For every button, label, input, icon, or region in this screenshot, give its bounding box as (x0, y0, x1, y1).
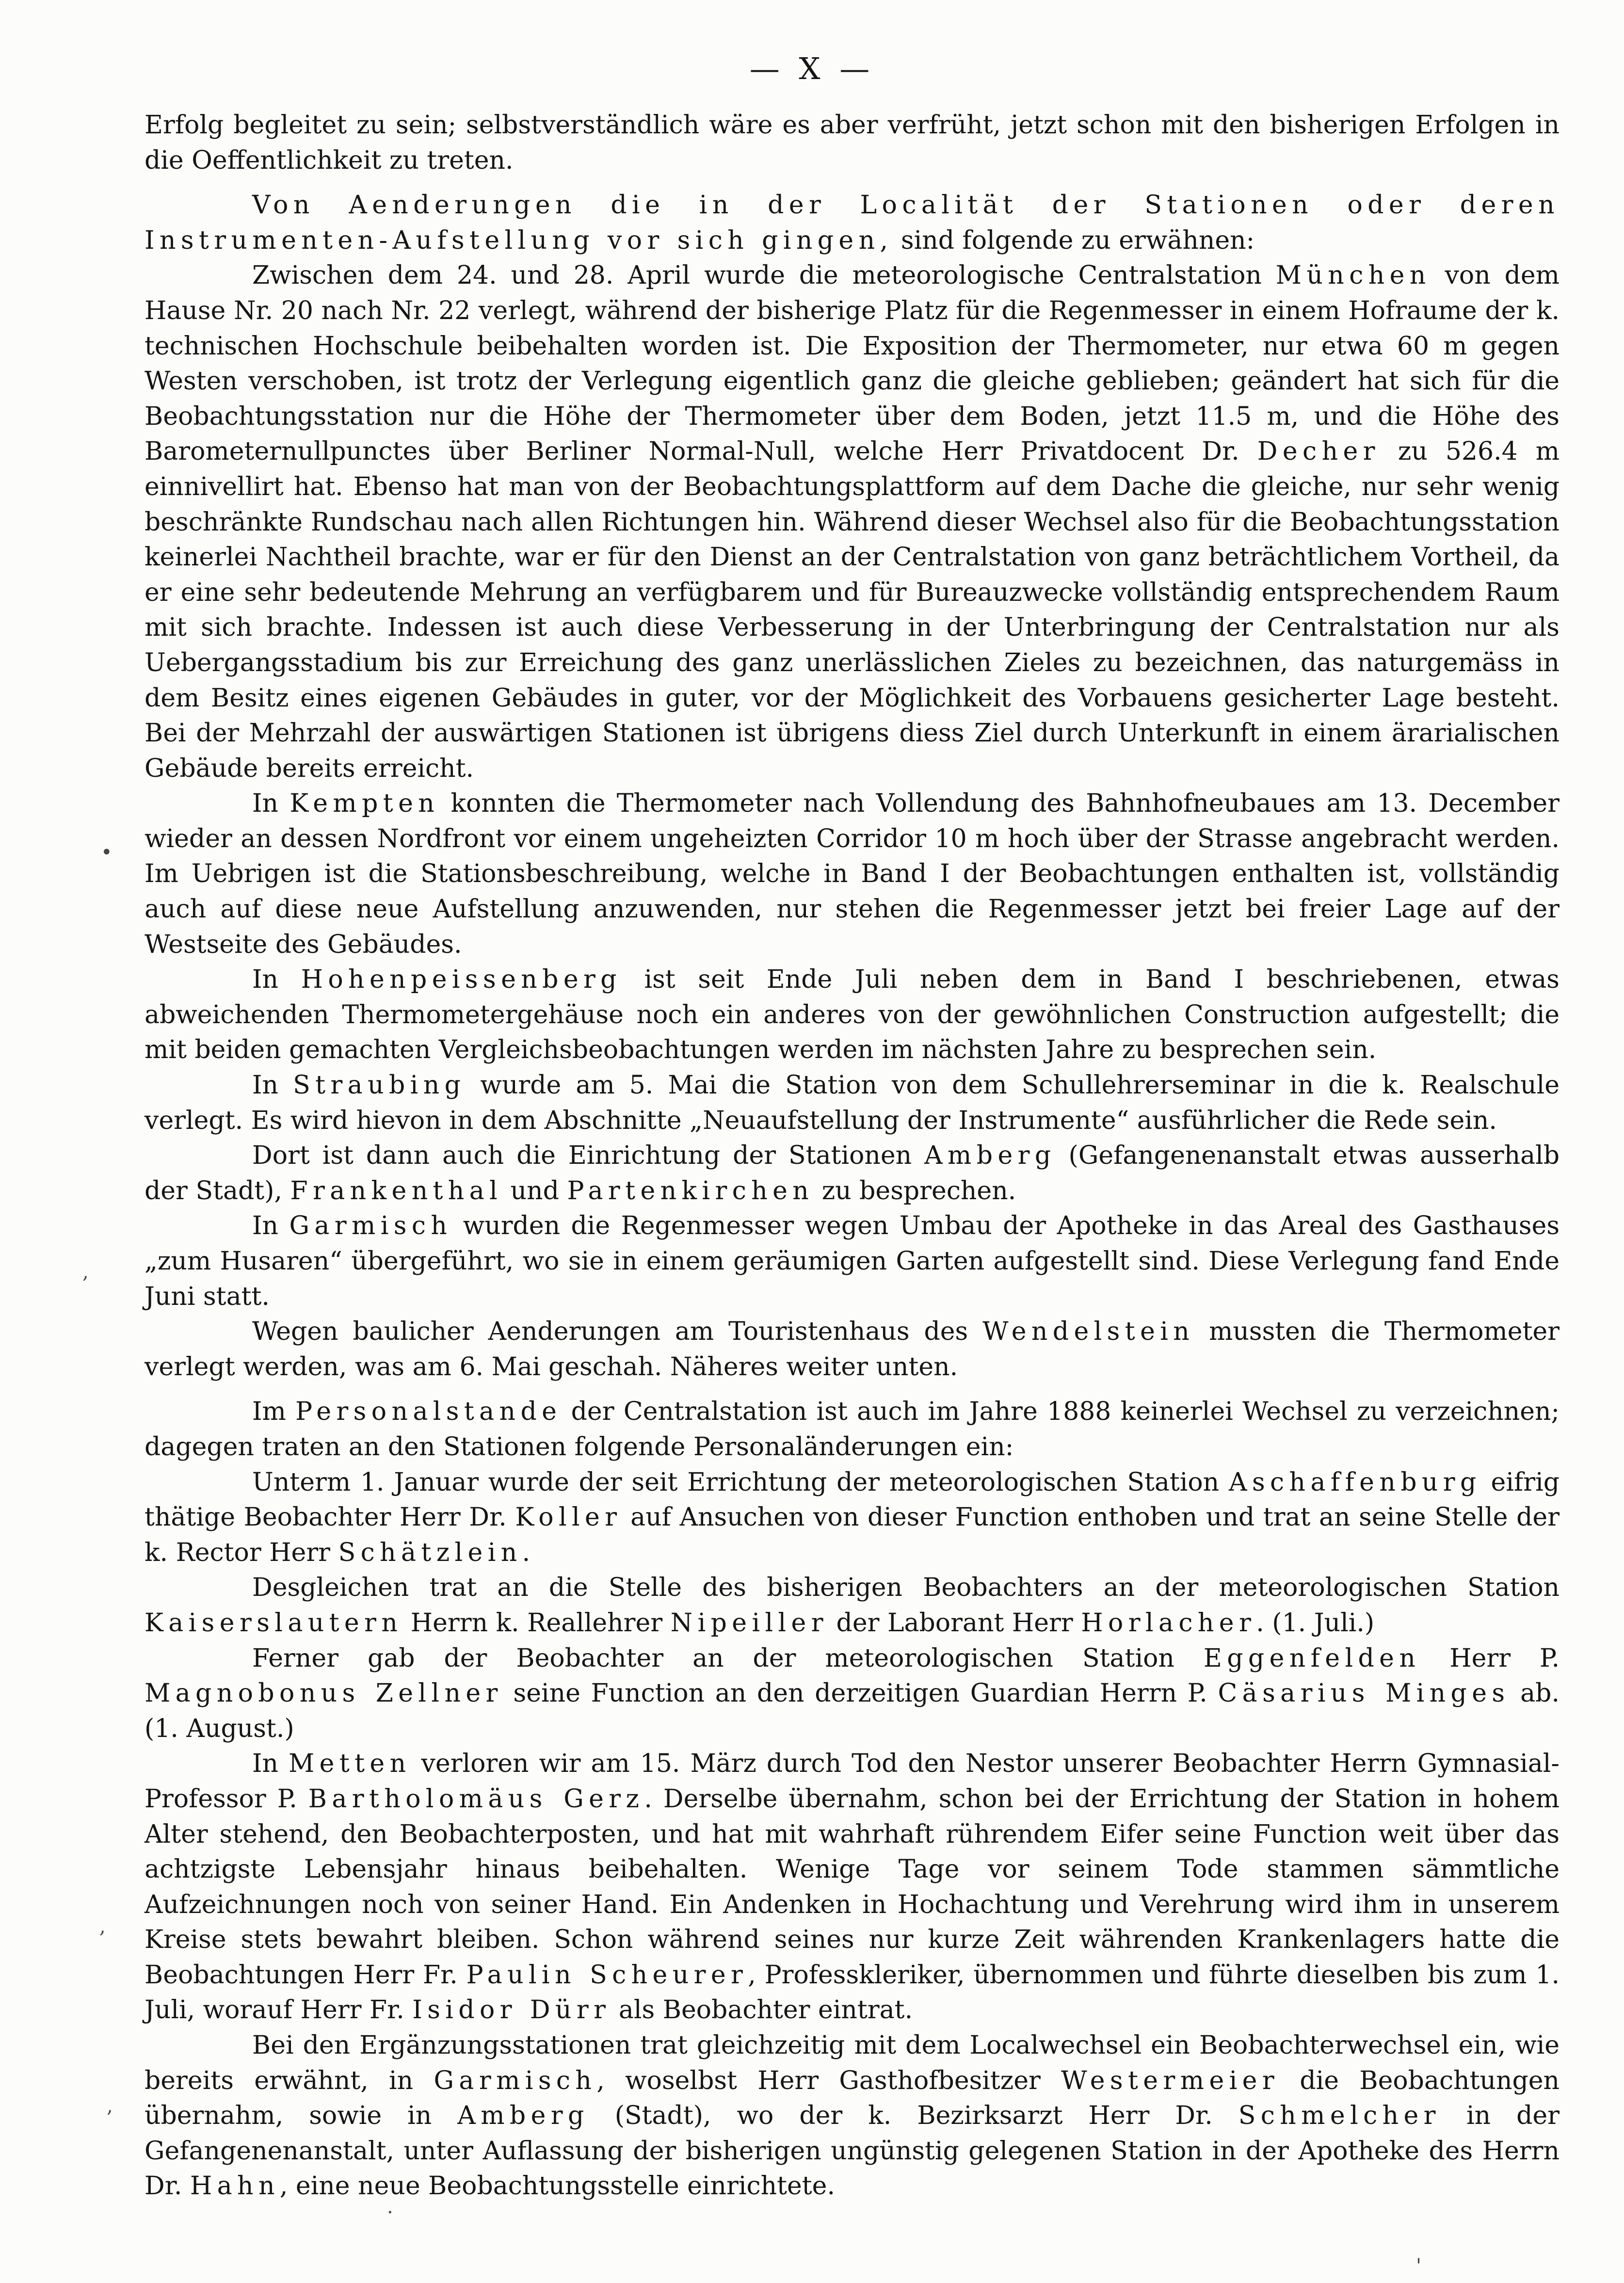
text-run: Bei den Ergänzungsstationen trat gleichzeitig mit dem Localwechsel ein Beobachterwechsel ein, wie bereits erwähnt, in (145, 2031, 1560, 2095)
text-run: von dem Hause Nr. 20 nach Nr. 22 verlegt, während der bisherige Platz für die Regenmesser in einem Hofraume der k. technischen Hochschule beibehalten worden ist. Die Exposition der Thermometer, nur etwa 60 m gegen Westen verschoben, ist trotz der Verlegung eigentlich ganz die gleiche geblieben; geändert hat sich für die Beobachtungsstation nur die Höhe der Thermometer über dem Boden, jetzt 11.5 m, und die Höhe des Barometernullpunctes über Berliner Normal-Null, welche Herr Privatdocent Dr. (145, 261, 1560, 466)
paragraph (145, 1746, 1560, 2028)
spaced-name: Frankenthal (290, 1176, 503, 1206)
text-run: Herr P. (1420, 1643, 1560, 1673)
text-run: ist seit Ende Juli neben dem in Band I beschriebenen, etwas abweichenden Thermometergehäuse noch ein anderes von der gewöhnlichen Construction aufgestellt; die mit beiden gemachten Vergleichsbeobachtungen werden im nächsten Jahre zu besprechen sein. (145, 965, 1560, 1065)
margin-speck: , (99, 1915, 106, 1938)
paragraph (145, 1138, 1560, 1208)
text-run: ab. (1. August.) (145, 1679, 1560, 1743)
text-run: Desgleichen trat an die Stelle des bisherigen Beobachters an der meteorologischen Station (252, 1573, 1560, 1603)
text-run: , woselbst Herr Gasthofbesitzer (596, 2066, 1061, 2095)
spaced-name: Westermeier (1061, 2066, 1280, 2095)
spaced-name: Straubing (293, 1071, 466, 1100)
paragraph (145, 1641, 1560, 1747)
spaced-name: Wendelstein (982, 1317, 1195, 1347)
spaced-name: Horlacher (1081, 1608, 1256, 1638)
spaced-name: Garmisch (434, 2066, 597, 2095)
spaced-name: Metten (289, 1749, 411, 1779)
text-run: Herrn k. Reallehrer (402, 1608, 671, 1638)
text-run: zu 526.4 m einnivellirt hat. Ebenso hat man von der Beobachtungsplattform auf dem Dache die gleiche, nur sehr wenig beschränkte Rundschau nach allen Richtungen hin. Während dieser Wechsel also für die Beobachtungsstation keinerlei Nachtheil brachte, war er für den Dienst an der Centralstation von ganz beträchtlichem Vortheil, da er eine sehr bedeutende Mehrung an verfügbarem und für Bureauzwecke vollständig entsprechendem Raum mit sich brachte. Indessen ist auch diese Verbesserung in der Unterbringung der Centralstation nur als Uebergangsstadium bis zur Erreichung des ganz unerlässlichen Zieles zu bezeichnen, das naturgemäss in dem Besitz eines eigenen Gebäudes in guter, vor der Möglichkeit des Vorbauens gesicherter Lage besteht. Bei der Mehrzahl der auswärtigen Stationen ist übrigens diess Ziel durch Unterkunft in einem ärarialischen Gebäude bereits erreicht. (145, 437, 1560, 783)
paragraph (145, 962, 1560, 1068)
text-run: Dort ist dann auch die Einrichtung der Stationen (252, 1141, 925, 1171)
spaced-name: Nipeiller (670, 1608, 828, 1638)
spaced-name: Amberg (924, 1141, 1056, 1171)
text-run: wurde am 5. Mai die Station von dem Schullehrerseminar in die k. Realschule verlegt. Es wird hievon in dem Abschnitte „Neuaufstellung der Instrumente“ ausführlicher die Rede sein. (145, 1071, 1560, 1135)
spaced-name: Hohenpeissenberg (301, 965, 622, 995)
text-run: konnten die Thermometer nach Vollendung des Bahnhofneubaues am 13. December wieder an dessen Nordfront vor einem ungeheizten Corridor 10 m hoch über der Strasse angebracht werden. Im Uebrigen ist die Stationsbeschreibung, welche in Band I der Beobachtungen enthalten ist, vollständig auch auf diese neue Aufstellung anzuwenden, nur stehen die Regenmesser jetzt bei freier Lage auf der Westseite des Gebäudes. (145, 789, 1560, 959)
text-run: . (1. Juli.) (1256, 1608, 1375, 1638)
spaced-name: Koller (515, 1503, 622, 1532)
text-run: , eine neue Beobachtungsstelle einrichtete. (279, 2171, 835, 2201)
text-run: sind folgende zu erwähnen: (893, 225, 1255, 255)
text-run: . (522, 1538, 531, 1567)
spaced-name: Cäsarius Minges (1218, 1679, 1510, 1708)
text-run: (Gefangenenanstalt etwas ausserhalb der Stadt), (145, 1141, 1560, 1206)
margin-speck: ' (1416, 2255, 1421, 2277)
margin-speck: , (82, 1261, 89, 1283)
margin-speck: , (107, 2095, 113, 2117)
paragraph (145, 1208, 1560, 1314)
text-run: die Beobachtungen übernahm, sowie in (145, 2066, 1560, 2131)
text-run: und (502, 1176, 567, 1206)
spaced-name: Bartholomäus Gerz (308, 1784, 644, 1814)
spaced-name: Garmisch (289, 1211, 452, 1241)
spaced-name: Amberg (457, 2101, 589, 2131)
spaced-name: Kempten (289, 789, 440, 819)
page-number: — X — (749, 51, 875, 86)
text-run: auf Ansuchen von dieser Function enthoben und trat an seine Stelle der k. Rector Herr (145, 1503, 1560, 1567)
spaced-name: Personalstande (295, 1397, 562, 1427)
margin-speck: • (101, 841, 113, 864)
margin-speck: · (387, 2202, 393, 2224)
text-run: Zwischen dem 24. und 28. April wurde die meteorologische Centralstation (252, 261, 1276, 290)
body-text (145, 108, 1560, 2204)
text-run: Unterm 1. Januar wurde der seit Errichtung der meteorologischen Station (252, 1467, 1229, 1497)
spaced-name: Magnobonus Zellner (145, 1679, 503, 1708)
text-run: In (252, 789, 290, 819)
spaced-name: Von Aenderungen die in der Localität der Stationen oder deren Instrumenten-Aufstellung vor sich gingen, (145, 191, 1560, 255)
text-run: In (252, 1071, 293, 1100)
text-run: wurden die Regenmesser wegen Umbau der Apotheke in das Areal des Gasthauses „zum Husaren“ übergeführt, wo sie in einem geräumigen Garten aufgestellt sind. Diese Verlegung fand Ende Juni statt. (145, 1211, 1560, 1311)
paragraph (145, 258, 1560, 786)
spaced-name: Paulin Scheurer (466, 1960, 748, 1990)
spaced-name: Hahn (190, 2171, 280, 2201)
spaced-name: Eggenfelden (1203, 1643, 1421, 1673)
text-run: seine Function an den derzeitigen Guardian Herrn P. (502, 1679, 1218, 1708)
text-run: Erfolg begleitet zu sein; selbstverständlich wäre es aber verfrüht, jetzt schon mit den bisherigen Erfolgen in die Oeffentlichkeit zu treten. (145, 111, 1560, 175)
paragraph (145, 1465, 1560, 1571)
text-run: der Laborant Herr (828, 1608, 1081, 1638)
text-run: . Derselbe übernahm, schon bei der Errichtung der Station in hohem Alter stehend, den Beobachterposten, und hat mit wahrhaft rührendem Eifer seine Function weit über das achtzigste Lebensjahr hinaus beibehalten. Wenige Tage vor seinem Tode stammen sämmtliche Aufzeichnungen noch von seiner Hand. Ein Andenken in Hochachtung und Verehrung wird ihm in unserem Kreise stets bewahrt bleiben. Schon während seines nur kurze Zeit währenden Krankenlagers hatte die Beobachtungen Herr Fr. (145, 1784, 1560, 1990)
text-run: Ferner gab der Beobachter an der meteorologischen Station (252, 1643, 1204, 1673)
paragraph (145, 1570, 1560, 1640)
paragraph (145, 188, 1560, 258)
paragraph (145, 786, 1560, 962)
spaced-name: München (1275, 261, 1431, 290)
text-run: als Beobachter eintrat. (611, 1995, 913, 2025)
paragraph (145, 108, 1560, 178)
text-run: , Professkleriker, übernommen und führte dieselben bis zum 1. Juli, worauf Herr Fr. (145, 1960, 1560, 2025)
spaced-name: Partenkirchen (567, 1176, 814, 1206)
spaced-name: Schätzlein (338, 1538, 522, 1567)
spaced-name: Decher (1257, 437, 1380, 466)
text-run: Im (252, 1397, 296, 1427)
spaced-name: Kaiserslautern (145, 1608, 403, 1638)
text-run: In (252, 965, 301, 995)
paragraph (145, 1394, 1560, 1464)
spaced-name: Isidor Dürr (412, 1995, 611, 2025)
text-run: mussten die Thermometer verlegt werden, was am 6. Mai geschah. Näheres weiter unten. (145, 1317, 1560, 1382)
text-run: In (252, 1749, 289, 1779)
text-run: verloren wir am 15. März durch Tod den Nestor unserer Beobachter Herrn Gymnasial-Professor P. (145, 1749, 1560, 1814)
text-run: (Stadt), wo der k. Bezirksarzt Herr Dr. (589, 2101, 1238, 2131)
paragraph (145, 2028, 1560, 2204)
paragraph (145, 1068, 1560, 1138)
text-run: zu besprechen. (814, 1176, 1016, 1206)
paragraph (145, 1314, 1560, 1384)
text-run: in der Gefangenenanstalt, unter Auflassung der bisherigen ungünstig gelegenen Station in der Apotheke des Herrn Dr. (145, 2101, 1560, 2201)
text-run: eifrig thätige Beobachter Herr Dr. (145, 1467, 1560, 1532)
text-run: der Centralstation ist auch im Jahre 1888 keinerlei Wechsel zu verzeichnen; dagegen traten an den Stationen folgende Personaländerungen ein: (145, 1397, 1560, 1462)
spaced-name: Aschaffenburg (1229, 1467, 1481, 1497)
spaced-name: Schmelcher (1238, 2101, 1441, 2131)
text-run: In (252, 1211, 289, 1241)
text-run: Wegen baulicher Aenderungen am Touristenhaus des (252, 1317, 983, 1347)
